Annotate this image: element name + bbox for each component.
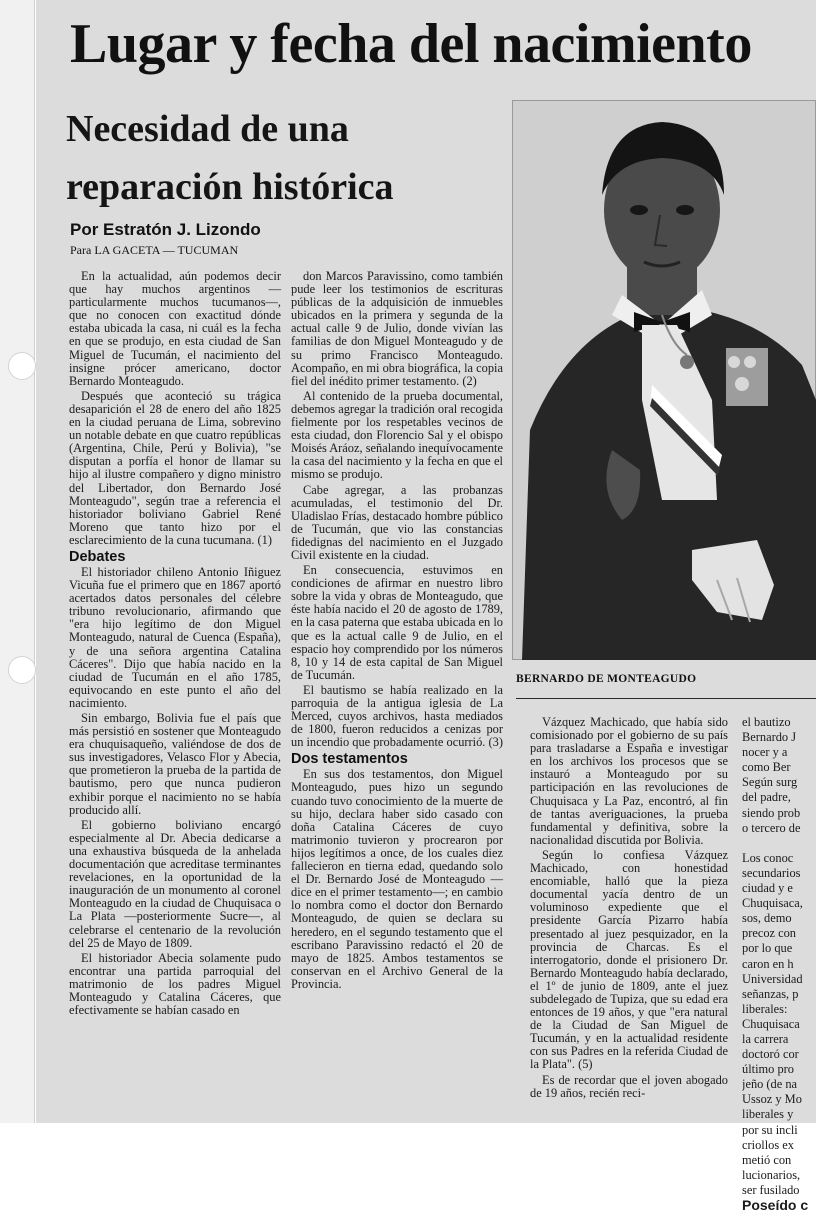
text-line: doctoró cor — [742, 1047, 799, 1062]
text-line: caron en h — [742, 956, 794, 971]
text-line: Ussoz y Mo — [742, 1092, 802, 1107]
article-column-3 — [530, 716, 728, 1102]
article-column-4 — [742, 716, 816, 1214]
text-line: ciudad y e — [742, 881, 793, 896]
section-heading: Poseído c — [742, 1197, 809, 1213]
binder-hole — [8, 656, 36, 684]
text-line: Universidad — [742, 971, 803, 986]
text-line: nocer y a — [742, 745, 788, 760]
text-line: ser fusilado — [742, 1182, 800, 1197]
text-line: Chuquisaca, — [742, 896, 803, 911]
article-paragraph: En la actualidad, aún podemos decir que hay muchos argentinos —particularmente muchos tucumanos—, que no conocen con exactitud dónde estaba ubicada la casa, ni cuál es la fecha en que se produjo, en esta ciudad de San Miguel de Tucumán, el nacimiento del insigne prócer americano, doctor Bernardo Monteagudo. — [69, 269, 281, 388]
subheadline — [66, 100, 506, 216]
article-paragraph: El bautismo se había realizado en la parroquia de la antigua iglesia de La Merced, cuyos archivos, hasta mediados de 1800, fueron reducidos a cenizas por un incendio que probadamente ocurrió. (3) — [291, 682, 503, 750]
text-line: por lo que — [742, 941, 793, 956]
page-margin — [0, 0, 35, 1123]
text-line: último pro — [742, 1062, 794, 1077]
article-paragraph: El gobierno boliviano encargó especialmente al Dr. Abecia dedicarse a una exhaustiva búsqueda de la anhelada documentación que acreditase terminantes revelaciones, en la oportunidad de la inauguración de un monumento al coronel Monteagudo en la ciudad de Chuquisaca o La Plata —posteriormente Sucre—, al celebrarse el centenario de la revolución del 25 de Mayo de 1809. — [69, 817, 281, 950]
article-paragraph: Vázquez Machicado, que había sido comisionado por el gobierno de su país para trasladarse a España e investigar en los archivos los procesos que se instauró a Monteagudo por su participación en las revoluciones de Chuquisaca y La Paz, encontró, al fin de tantas averiguaciones, la prueba fundamental y definitiva, sobre la nacionalidad discutida por Bolivia. — [530, 715, 728, 847]
text-line: liberales: — [742, 1001, 788, 1016]
article-paragraph: Después que aconteció su trágica desaparición el 28 de enero del año 1825 en la ciudad peruana de Lima, sobrevino un notable debate en que cuatro repúblicas (Argentina, Chile, Perú y Bolivia), "se disputan a porfía el honor de llamar su hijo al ilustre compañero y digno ministro del Libertador, don Bernardo José Monteagudo", según trae a referencia el historiador boliviano Gabriel René Moreno que tanto hizo por el esclarecimiento de la cuna tucumana. (1) — [69, 388, 281, 547]
section-heading: Debates — [69, 548, 126, 565]
section-heading: Dos testamentos — [291, 751, 408, 768]
text-line: señanzas, p — [742, 986, 799, 1001]
subheadline-line: reparación histórica — [66, 166, 394, 208]
headline: Lugar y fecha del nacimiento — [70, 13, 752, 75]
caption-divider — [516, 698, 816, 699]
text-line: Bernardo J — [742, 730, 797, 745]
article-paragraph: Al contenido de la prueba documental, debemos agregar la tradición oral recogida fielmente por los respetables vecinos de esta ciudad, don Florencio Sal y el obispo Moisés Aráoz, señalando inequívocamente la casa del nacimiento y la fecha en que el mismo se produjo. — [291, 388, 503, 482]
binder-hole — [8, 352, 36, 380]
article-paragraph: En consecuencia, estuvimos en condiciones de afirmar en nuestro libro sobre la vida y obras de Monteagudo, que éste había nacido el 20 de agosto de 1789, en la casa paterna que estaba ubicada en lo que es la actual calle 9 de Julio, en el espacio hoy comprendido por los números 8, 10 y 14 de esta capital de San Miguel de Tucumán. — [291, 563, 503, 682]
article-paragraph: Sin embargo, Bolivia fue el país que más persistió en sostener que Monteagudo era chuquisaqueño, valiéndose de dos de sus investigadores, Velasco Flor y Abecia, que prometieron la prueba de la partida de bautismo, pero que nunca pudieron exhibir porque el nacimiento no se había producido allí. — [69, 711, 281, 817]
text-line: Según surg — [742, 775, 798, 790]
text-line: por su incli — [742, 1122, 798, 1137]
text-line: Chuquisaca — [742, 1016, 800, 1031]
text-line: criollos ex — [742, 1137, 794, 1152]
text-line: la carrera — [742, 1031, 789, 1046]
article-column-2 — [291, 270, 503, 993]
text-line: del padre, — [742, 790, 791, 805]
article-paragraph: don Marcos Paravissino, como también pude leer los testimonios de escrituras públicas de la adquisición de inmuebles ubicados en la primera y segunda de la actual calle 9 de Julio, donde vivían las familias de don Miguel Monteagudo y de su primo Francisco Monteagudo. Acompaño, en mi obra biográfica, la copia fiel del inédito primer testamento. (2) — [291, 269, 503, 388]
text-line: el bautizo — [742, 716, 791, 729]
article-paragraph: El historiador Abecia solamente pudo encontrar una partida parroquial del matrimonio de los padres Miguel Monteagudo y Catalina Cáceres, que efectivamente se habían casado en — [69, 950, 281, 1018]
article-paragraph: El historiador chileno Antonio Iñiguez Vicuña fue el primero que en 1867 aportó acertados datos personales del célebre tribuno revolucionario, afirmando que "era hijo legítimo de don Miguel Monteagudo, natural de Cuenca (España), y de una señora argentina Catalina Cáceres". Dijo que había nacido en la ciudad de Tucumán en el año 1785, equivocando en este punto el año del nacimiento. — [69, 564, 281, 710]
portrait-illustration — [512, 100, 816, 660]
text-line: siendo prob — [742, 805, 801, 820]
byline: Por Estratón J. Lizondo — [70, 220, 261, 239]
text-line: metió con — [742, 1152, 792, 1167]
text-line: Los conoc — [742, 850, 794, 865]
photo-caption: BERNARDO DE MONTEAGUDO — [516, 673, 697, 685]
portrait-photo — [512, 100, 816, 660]
text-line: o tercero de — [742, 820, 801, 835]
publication-credit: Para LA GACETA — TUCUMAN — [70, 243, 239, 257]
article-paragraph: Cabe agregar, a las probanzas acumuladas, el testimonio del Dr. Uladislao Frías, destacado hombre público de Tucumán, que vio las constancias fidedignas del nacimiento en el Juzgado Civil existente en la ciudad. — [291, 482, 503, 562]
article-paragraph: En sus dos testamentos, don Miguel Monteagudo, pues hizo un segundo cuando tuvo conocimiento de la muerte de su hijo, declara haber sido casado con doña Catalina Cáceres de cuyo matrimonio tuvieron y procrearon por hijos legítimos a once, de los cuales diez fallecieron en tierna edad, quedando solo el Dr. Bernardo José de Monteagudo —dice en el primer testamento—; en cambio lo nombra como el doctor don Bernardo Monteagudo, de quien se declara su heredero, en el segundo testamento que el escribano Paravissino redactó el 20 de mayo de 1825. Ambos testamentos se conservan en el Archivo General de la Provincia. — [291, 767, 503, 991]
text-line: como Ber — [742, 760, 791, 775]
article-paragraph: Es de recordar que el joven abogado de 19 años, recién reci- — [530, 1072, 728, 1100]
subheadline-line: Necesidad de una — [66, 108, 349, 150]
text-line: liberales y — [742, 1107, 794, 1122]
text-line: precoz con — [742, 926, 797, 941]
article-paragraph: Según lo confiesa Vázquez Machicado, con honestidad encomiable, halló que la pieza documental yacía dentro de un voluminoso expediente que el presidente García Pizarro había presentado al juez pesquizador, en la provincia de Charcas. Es el interrogatorio, donde el prisionero Dr. Bernardo Monteagudo había declarado, el 1º de junio de 1809, ante el juez subdelegado de Tupiza, que su edad era entonces de 19 años, y que "era natural de la Ciudad de San Miguel de Tucumán, y en la actualidad residente con sus Padres en la referida Ciudad de la Plata". (5) — [530, 847, 728, 1072]
text-line: lucionarios, — [742, 1167, 801, 1182]
article-column-1 — [69, 270, 281, 1019]
text-line: sos, demo — [742, 911, 792, 926]
text-line: secundarios — [742, 865, 801, 880]
text-line — [742, 837, 816, 850]
text-line: jeño (de na — [742, 1077, 798, 1092]
